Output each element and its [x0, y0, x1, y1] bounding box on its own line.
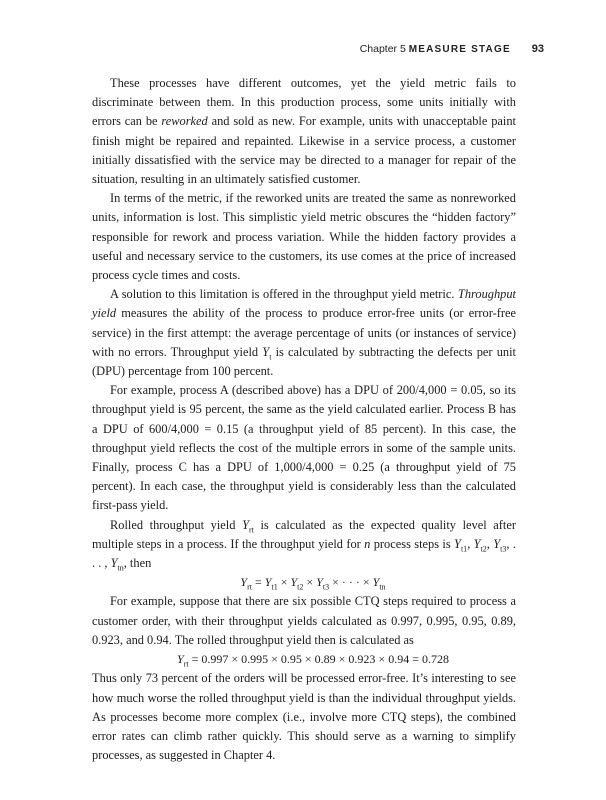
paragraph-6: For example, suppose that there are six possible CTQ steps required to process a customer order, with their throughput yields calculated as 0.997, 0.995, 0.95, 0.89, 0.923, and 0.94. The rolled throughput yield then is calculated as: [92, 594, 516, 647]
p5-sub-rt: rt: [248, 525, 254, 535]
paragraph-2: In terms of the metric, if the reworked units are treated the same as nonreworked units, information is lost. This simplistic yield metric obscures the “hidden factory” responsible for rework and process variation. While the hidden factory provides a useful and necessary service to the customers, its use comes at the price of increased process cycle times and costs.: [92, 191, 516, 283]
p5-symbol: Y: [242, 517, 249, 532]
equation-rolled-yield-general: [92, 573, 516, 592]
stage-label: MEASURE STAGE: [408, 44, 511, 55]
p5-symbol: Y: [473, 536, 481, 551]
p5-then: , then: [123, 556, 152, 571]
eq2-symbol: Y: [177, 652, 184, 667]
p5-text-b: is calculated as the expected quality level after multiple steps in a process. If the throughput yield for: [92, 517, 516, 551]
p1-text-a: These processes have different outcomes, yet the yield metric fails to discriminate between them. In this production process, some units initially with errors can be: [92, 76, 516, 129]
eq1-equals: =: [252, 575, 265, 590]
eq1-symbol: Y: [290, 575, 298, 590]
p5-sub-t3: t3: [500, 544, 507, 554]
eq2-rhs: = 0.997 × 0.995 × 0.95 × 0.89 × 0.923 × 0.94 = 0.728: [188, 652, 449, 667]
paragraph-5: [92, 516, 516, 574]
paragraph-7: Thus only 73 percent of the orders will be processed error-free. It’s interesting to see how much worse the rolled throughput yield is than the individual throughput yields. As processes become more complex (i.e., involve more CTQ steps), the combined error rates can climb rather quickly. This should serve as a warning to simplify processes, as suggested in Chapter 4.: [92, 671, 516, 763]
paragraph-1: [92, 74, 516, 189]
eq1-sub-t2: t2: [297, 582, 304, 592]
p3-text-c: is calculated by subtracting the defects per unit (DPU) percentage from 100 percent.: [92, 344, 516, 379]
eq1-sub-t1: t1: [271, 582, 278, 592]
p3-text-a: A solution to this limitation is offered in the throughput yield metric.: [110, 287, 458, 302]
eq1-dots: × · · · ×: [329, 575, 373, 590]
p5-ellipsis: , . . . ,: [92, 536, 516, 571]
p3-text-b: measures the ability of the process to produce error-free units (or error-free service) in the first attempt: the average percentage of units (or instances of service) with no errors. Throughput yield: [92, 306, 516, 359]
eq1-symbol: Y: [372, 575, 380, 590]
body-text: [92, 74, 516, 765]
eq1-times: ×: [277, 575, 291, 590]
eq2-sub-rt: rt: [183, 659, 189, 669]
p3-subscript: t: [269, 352, 272, 362]
eq1-symbol: Y: [240, 575, 248, 590]
p5-sub-t1: t1: [460, 544, 468, 554]
eq1-sub-rt: rt: [247, 582, 252, 592]
paragraph-4: For example, process A (described above) has a DPU of 200/4,000 = 0.05, so its throughput yield is 95 percent, the same as the yield calculated earlier. Process B has a DPU of 600/4,000 = 0.15 (a throughput yield of 85 percent). In this case, the throughput yield reflects the cost of the multiple errors in some of the sample units. Finally, process C has a DPU of 1,000/4,000 = 0.25 (a throughput yield of 75 percent). In each case, the throughput yield is considerably less than the calculated first-pass yield.: [92, 383, 516, 513]
p5-symbol: Y: [454, 536, 461, 551]
eq1-sub-t3: t3: [322, 582, 330, 592]
p5-sep: ,: [467, 536, 474, 551]
p3-symbol: Y: [262, 344, 270, 359]
eq1-symbol: Y: [316, 575, 323, 590]
eq1-sub-tn: tn: [379, 582, 386, 592]
p5-text-c: process steps is: [370, 536, 455, 551]
p1-text-b: and sold as new. For example, units with unacceptable paint finish might be repaired and repainted. Likewise in a service process, a customer initially dissatisfied with the service may be directed to a manager for repair of the situation, resulting in an ultimately satisfied customer.: [92, 114, 516, 187]
p5-sep: ,: [486, 536, 494, 551]
p5-symbol: Y: [110, 556, 118, 571]
p5-n: n: [364, 536, 371, 551]
p5-symbol: Y: [493, 536, 501, 551]
p5-text-a: Rolled throughput yield: [110, 517, 243, 532]
eq1-symbol: Y: [264, 575, 272, 590]
paragraph-3: [92, 285, 516, 381]
p3-emphasis: Throughput yield: [92, 287, 516, 321]
equation-rolled-yield-example: [92, 650, 516, 669]
eq1-times: ×: [303, 575, 317, 590]
p1-emphasis: reworked: [161, 114, 208, 129]
p5-sub-t2: t2: [480, 544, 487, 554]
running-header: [360, 43, 544, 55]
p5-sub-tn: tn: [117, 563, 124, 573]
chapter-label: Chapter 5: [359, 43, 406, 55]
page-number: 93: [531, 43, 544, 55]
